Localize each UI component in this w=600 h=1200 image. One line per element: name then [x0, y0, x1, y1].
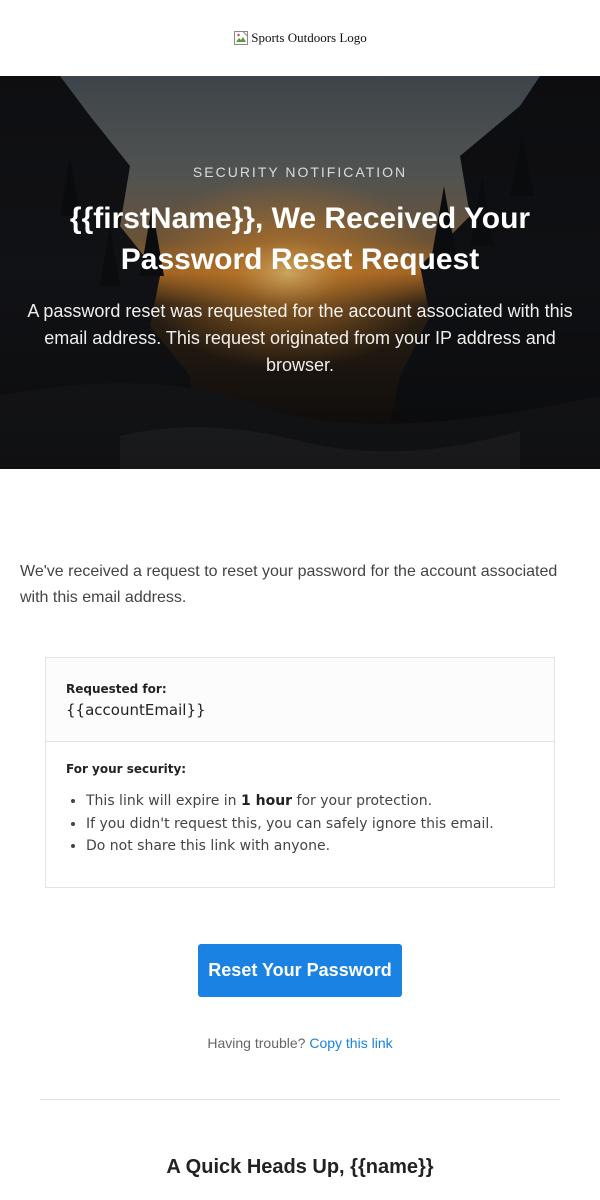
hero-banner: [0, 76, 600, 469]
security-section: [46, 742, 554, 858]
expiry-duration: 1 hour: [241, 793, 293, 809]
broken-image-icon: [233, 30, 249, 46]
trouble-text: Having trouble?: [207, 1035, 306, 1051]
security-bullet-ignore: • If you didn't request this, you can safely ignore this email.: [86, 813, 534, 836]
security-bullet-expiry: [86, 790, 534, 813]
requested-for-label: Requested for:: [66, 682, 167, 696]
copy-link[interactable]: Copy this link: [309, 1035, 393, 1051]
account-email-value: {{accountEmail}}: [66, 701, 206, 719]
heads-up-title: A Quick Heads Up, {{name}}: [166, 1156, 434, 1178]
security-bullet-share: • Do not share this link with anyone.: [86, 835, 534, 858]
hero-eyebrow: SECURITY NOTIFICATION: [192, 164, 408, 180]
section-divider: [40, 1099, 560, 1100]
trouble-line: [0, 1035, 600, 1051]
expiry-text-after: for your protection.: [292, 793, 433, 809]
request-info-box: [45, 657, 555, 888]
security-label: For your security:: [66, 762, 187, 776]
email-header: [0, 0, 600, 76]
requested-for-section: [46, 658, 554, 742]
expiry-text-before: This link will expire in: [86, 793, 241, 809]
hero-description: A password reset was requested for the account associated with this email address. This request originated from your IP address and browser.: [27, 301, 573, 375]
reset-password-button[interactable]: Reset Your Password: [198, 944, 402, 997]
logo[interactable]: [233, 30, 367, 46]
logo-alt-text: Sports Outdoors Logo: [251, 30, 367, 45]
intro-paragraph: We've received a request to reset your password for the account associated with this email address.: [20, 563, 558, 606]
hero-title: {{firstName}}, We Received Your Password Reset Request: [69, 202, 531, 276]
security-list: [66, 790, 534, 858]
